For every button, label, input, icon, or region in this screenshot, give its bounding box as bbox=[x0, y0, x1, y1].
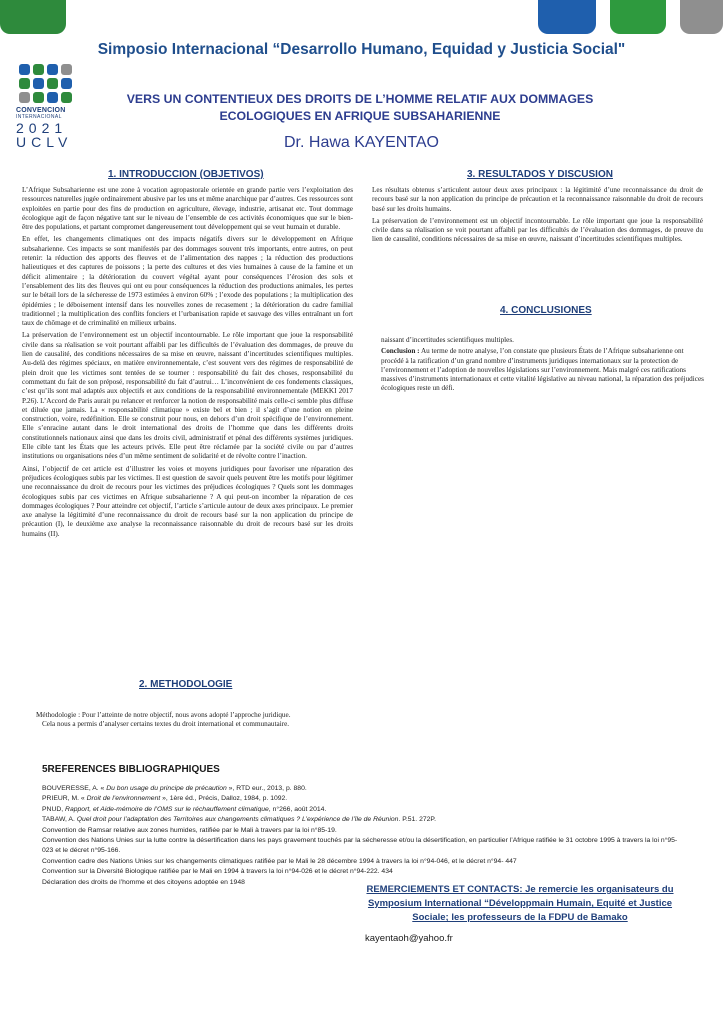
reference-item: PNUD, Rapport, et Aide-mémoire de l’OMS sur le réchauffement climatique, n°266, août 2014. bbox=[42, 805, 327, 813]
intro-paragraph: L’Afrique Subsaharienne est une zone à vocation agropastorale orientée en grande partie vers l’exploitation des ressources naturelles jugée ordinairement abusive par les uns et même anarchique par d’autres. Ces ressources sont exploitées en partie pour des fins de production en agriculture, élevage, industrie, artisanat etc. Tout dommage écologique agit de façon négative tant sur le niveau de l’ensemble de ces activités économiques que sur le bien-être des populations, et partant compromet dangereusement tout développement qui se veut humain et durable. bbox=[22, 186, 353, 232]
poster-title-line2: ECOLOGIQUES EN AFRIQUE SUBSAHARIENNE bbox=[219, 109, 501, 123]
intro-paragraph: En effet, les changements climatiques ont des impacts négatifs divers sur le développement en Afrique subsaharienne. Ces impacts se sont manifestés par des dommages souvent très importants, entre autres, on peut retenir: la réduction des apports des fleuves et de l’alimentation des nappes ; la réduction des productions halieutiques et des captures de poissons ; la perte des cultures et des vies humaines à cause de la famine et un déficit alimentaire ; la détérioration du couvert végétal ayant pour conséquences l’érosion des sols et l’ensablement des lits des fleuves qui ont eu pour conséquences la réduction des productions animales, les pertes sur le bétail lors de la sécheresse de 1973 estimées à environ 60% ; l’exode des populations ; la multiplication des épidémies ; le déboisement intensif dans les nouvelles zones de recasement ; la détérioration du cadre familial traditionnel ; la multiplication des conflits fonciers et l’urbanisation rapide et sauvage des villes entraînant un fort taux de chômage et de criminalité en milieux urbains. bbox=[22, 235, 353, 328]
contact-email[interactable]: kayentaoh@yahoo.fr bbox=[365, 933, 453, 944]
conclusions-paragraph bbox=[381, 347, 704, 393]
logo-year: 2021 bbox=[16, 120, 68, 136]
intro-paragraph: Ainsi, l’objectif de cet article est d’illustrer les voies et moyens juridiques pour favoriser une réparation des préjudices écologiques subis par les victimes. Il est question de savoir quels peuvent être les motifs pour légitimer une reconnaissance du droit de recours pour les victimes des préjudices écologiques ? Quels sont les dommages écologiques subis par ces victimes en Afrique subsaharienne ? A qui peut-on incomber la réparation de ces dommages écologiques ? Pour atteindre cet objectif, l’article s’articule autour de deux axes principaux. Le premier axe analyse la légitimité d’une reconnaissance du droit de recours basé sur la non application du principe de précaution (I), le deuxième axe analyse la reconnaissance raisonnable du droit de recours basé sur les droits humains (II). bbox=[22, 464, 353, 538]
intro-paragraph: La préservation de l’environnement est un objectif incontournable. Le rôle important que joue la responsabilité civile dans sa réalisation se voit pourtant affaibli par les difficultés de l’évaluation des dommages, de preuve du lien de causalité, des conditions nécessaires de sa mise en œuvre, naissant d’incertitudes scientifiques multiples. Au-delà des régimes spéciaux, en matière environnementale, c’est souvent vers des régimes de responsabilité de plein droit que les victimes sont tentées de se tourner : responsabilité du fait des choses, responsabilité du commettant du fait de son préposé, responsabilité du fait d’autrui… L’inconvénient de ces fondements classiques, c’est qu’ils sont mal adaptés aux objectifs et aux conditions de la responsabilité environnementale (MEKKI 2017 P.26). L’Accord de Paris aurait pu relancer et renforcer la notion de responsabilité mais celle-ci semble plus diffuse et diluée que jamais. La « responsabilité climatique » existe bel et bien ; il s’agit d’une notion en pleine construction, voire, redéfinition. Elle se construit pour nous, en dehors d’un droit spécifique de l’environnement. Elle s’enracine autant dans le droit international des droits de l’homme que dans les différents droits constitutionnels nationaux ainsi que dans les droits civil, administratif et pénal des différents systèmes juridiques. Elle cible tant les États que les acteurs privés. Elle peut être réclamée par la société civile ou par d’autres institutions ou organisations nées d’un même sentiment de solidarité et de révolte contre l’inaction. bbox=[22, 331, 353, 461]
green-tab-decor bbox=[0, 0, 66, 34]
methodology-line: Méthodologie : Pour l’atteinte de notre objectif, nous avons adopté l’approche juridique. bbox=[36, 711, 291, 719]
logo-international-text: INTERNACIONAL bbox=[16, 114, 62, 120]
reference-item: BOUVERESSE, A. « Du bon usage du principe de précaution », RTD eur., 2013, p. 880. bbox=[42, 785, 307, 792]
results-paragraph: La préservation de l’environnement est un objectif incontournable. Le rôle important que joue la responsabilité civile dans sa réalisation se voit pourtant affaibli par les difficultés de l’évaluation des dommages, de preuve du lien de causalité, conditions nécessaires de sa mise en œuvre, naissant d’incertitudes scientifiques multiples. bbox=[372, 216, 703, 244]
reference-item: Convention de Ramsar relative aux zones humides, ratifiée par le Mali à travers par la loi n°85-19. bbox=[42, 826, 337, 834]
grey-tab-decor bbox=[680, 0, 723, 34]
logo-university: UCLV bbox=[16, 134, 73, 150]
methodology-line: Cela nous a permis d’analyser certains textes du droit international et communautaire. bbox=[42, 720, 290, 729]
methodology-body bbox=[36, 711, 366, 730]
conclusions-line: naissant d’incertitudes scientifiques multiples. bbox=[381, 336, 514, 344]
poster-title-line1: VERS UN CONTENTIEUX DES DROITS DE L’HOMME RELATIF AUX DOMMAGES bbox=[126, 92, 594, 106]
reference-item: Convention cadre des Nations Unies sur les changements climatiques ratifiée par le Mali le 28 décembre 1994 à travers la loi n°94-046, et le décret n°94- 447 bbox=[42, 857, 517, 865]
acknowledgements: REMERCIEMENTS ET CONTACTS: Je remercie les organisateurs du Symposium International “Développmain Humain, Equité et Justice Sociale; les professeurs de la FDPU de Bamako bbox=[366, 884, 674, 923]
reference-item: TABAW, A. Quel droit pour l’adaptation des Territoires aux changements climatiques ? L’expérience de l’île de Réunion. P.51. 272P. bbox=[42, 816, 436, 824]
intro-heading: 1. INTRODUCCION (OBJETIVOS) bbox=[108, 169, 264, 180]
blue-tab-decor bbox=[538, 0, 596, 34]
conclusions-body bbox=[381, 336, 704, 394]
conclusion-text: Au terme de notre analyse, l’on constate que plusieurs États de l’Afrique subsaharienne ont procédé à la ratification d’un grand nombre d’instruments juridiques internationaux sur la protection de l’environnement et l’adoption de nouvelles législations sur l’environnement. Mais malgré ces ratifications massives d’instruments internationaux et cette vitalité législative au niveau national, la réparation des préjudices écologiques reste un défi. bbox=[381, 347, 704, 393]
logo-squares-icon bbox=[19, 64, 72, 103]
poster-title bbox=[100, 91, 620, 125]
references-list bbox=[42, 784, 682, 888]
top-decor-bar bbox=[0, 0, 723, 36]
reference-item: Convention sur la Diversité Biologique ratifiée par le Mali en 1994 à travers la loi n°94-026 et le décret n°94-222. 434 bbox=[42, 868, 393, 876]
results-body bbox=[372, 186, 703, 248]
results-paragraph: Les résultats obtenus s’articulent autour deux axes principaux : la légitimité d’une reconnaissance du droit de recours basé sur la non application du principe de précaution et la reconnaissance raisonnable du droit de recours basé sur les droits humains. bbox=[372, 186, 703, 213]
reference-item: Convention des Nations Unies sur la lutte contre la désertification dans les pays gravement touchés par la sécheresse et/ou la désertification, en particulier l’Afrique ratifiée le 31 octobre 1995 à travers la loi n°95-023 et le décret n°95-166. bbox=[42, 837, 678, 855]
reference-item: Déclaration des droits de l’homme et des citoyens adoptée en 1948 bbox=[42, 878, 245, 886]
references-heading: 5REFERENCES BIBLIOGRAPHIQUES bbox=[42, 764, 220, 775]
author-name: Dr. Hawa KAYENTAO bbox=[284, 134, 439, 151]
intro-body bbox=[22, 186, 353, 542]
methodology-heading: 2. METHODOLOGIE bbox=[139, 679, 233, 690]
symposium-title: Simposio Internacional “Desarrollo Humano, Equidad y Justicia Social" bbox=[97, 41, 626, 58]
reference-item: PRIEUR, M. « Droit de l’environnement », 1ère éd., Précis, Dalloz, 1984, p. 1092. bbox=[42, 795, 288, 803]
green-tab-decor-right bbox=[610, 0, 666, 34]
conclusions-heading: 4. CONCLUSIONES bbox=[500, 305, 592, 316]
results-heading: 3. RESULTADOS Y DISCUSION bbox=[467, 169, 613, 180]
logo-convention-text: CONVENCION bbox=[16, 107, 66, 114]
conclusion-label: Conclusion : bbox=[381, 347, 420, 356]
